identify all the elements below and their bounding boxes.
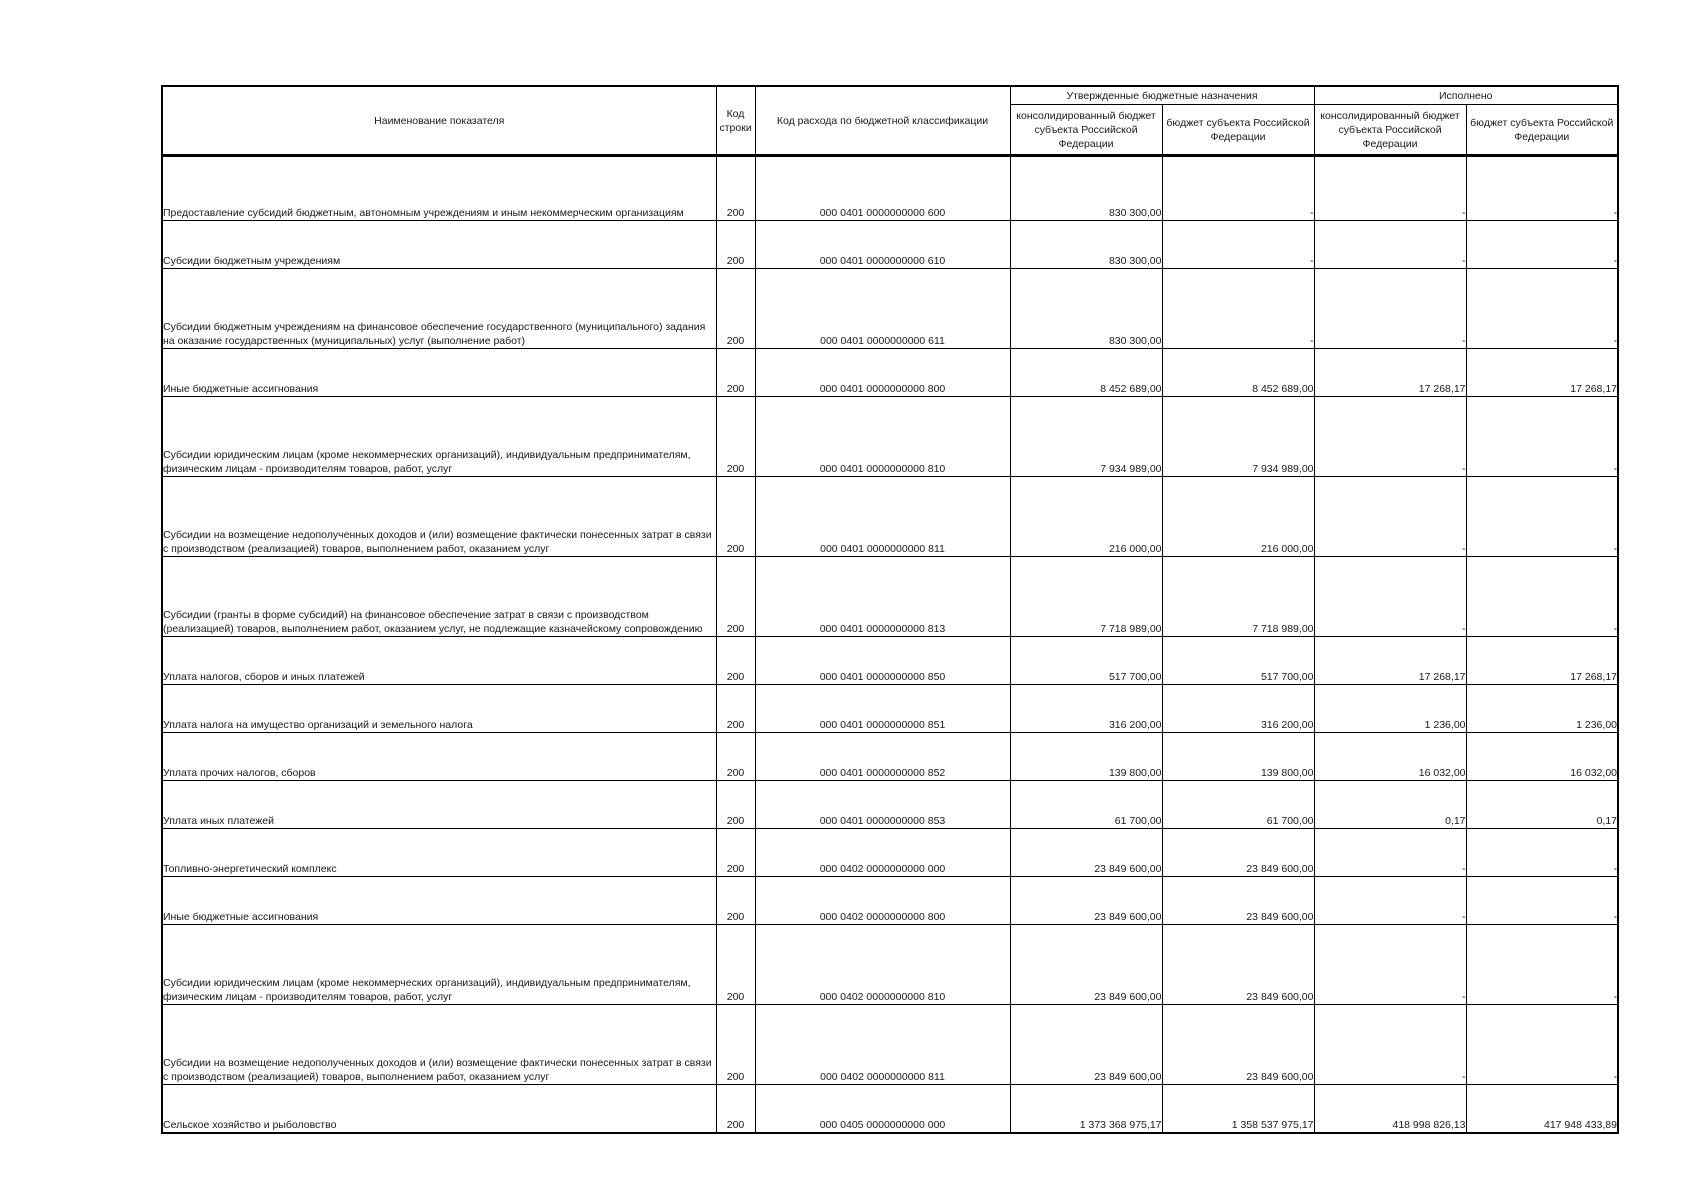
row-approved-subject: 23 849 600,00	[1162, 1005, 1314, 1085]
header-executed-consolidated: консолидированный бюджет субъекта Российской Федерации	[1314, 105, 1466, 156]
row-executed-subject: -	[1466, 397, 1618, 477]
table-row	[162, 1005, 1618, 1085]
row-indicator-name: Иные бюджетные ассигнования	[162, 877, 716, 925]
row-indicator-name: Субсидии юридическим лицам (кроме некоммерческих организаций), индивидуальным предпринимателям, физическим лицам - производителям товаров, работ, услуг	[162, 925, 716, 1005]
row-line-code: 200	[716, 829, 755, 877]
table-row	[162, 557, 1618, 637]
header-executed-group: Исполнено	[1314, 86, 1618, 105]
row-executed-consolidated: -	[1314, 397, 1466, 477]
row-executed-consolidated: -	[1314, 477, 1466, 557]
row-approved-subject: 61 700,00	[1162, 781, 1314, 829]
row-executed-consolidated: 0,17	[1314, 781, 1466, 829]
budget-execution-table	[161, 85, 1619, 1134]
budget-report-sheet	[161, 85, 1619, 1134]
row-approved-consolidated: 8 452 689,00	[1010, 349, 1162, 397]
row-executed-consolidated: -	[1314, 1005, 1466, 1085]
table-row	[162, 221, 1618, 269]
row-approved-subject: 7 934 989,00	[1162, 397, 1314, 477]
table-row	[162, 733, 1618, 781]
row-indicator-name: Топливно-энергетический комплекс	[162, 829, 716, 877]
row-approved-consolidated: 316 200,00	[1010, 685, 1162, 733]
row-line-code: 200	[716, 477, 755, 557]
header-indicator-name: Наименование показателя	[162, 86, 716, 156]
row-classification-code: 000 0401 0000000000 853	[755, 781, 1010, 829]
row-approved-subject: -	[1162, 221, 1314, 269]
row-executed-consolidated: 17 268,17	[1314, 349, 1466, 397]
row-indicator-name: Сельское хозяйство и рыболовство	[162, 1085, 716, 1133]
row-executed-consolidated: -	[1314, 925, 1466, 1005]
row-executed-subject: -	[1466, 557, 1618, 637]
row-classification-code: 000 0401 0000000000 810	[755, 397, 1010, 477]
row-classification-code: 000 0401 0000000000 600	[755, 156, 1010, 221]
row-approved-consolidated: 1 373 368 975,17	[1010, 1085, 1162, 1133]
row-approved-subject: -	[1162, 156, 1314, 221]
row-executed-consolidated: -	[1314, 877, 1466, 925]
row-indicator-name: Субсидии юридическим лицам (кроме некоммерческих организаций), индивидуальным предпринимателям, физическим лицам - производителям товаров, работ, услуг	[162, 397, 716, 477]
row-approved-subject: 23 849 600,00	[1162, 925, 1314, 1005]
row-approved-subject: 1 358 537 975,17	[1162, 1085, 1314, 1133]
row-approved-subject: 23 849 600,00	[1162, 829, 1314, 877]
table-row	[162, 397, 1618, 477]
row-approved-subject: 216 000,00	[1162, 477, 1314, 557]
row-line-code: 200	[716, 1085, 755, 1133]
row-executed-subject: 17 268,17	[1466, 349, 1618, 397]
row-classification-code: 000 0402 0000000000 811	[755, 1005, 1010, 1085]
row-line-code: 200	[716, 781, 755, 829]
row-line-code: 200	[716, 349, 755, 397]
row-approved-consolidated: 23 849 600,00	[1010, 1005, 1162, 1085]
row-classification-code: 000 0401 0000000000 851	[755, 685, 1010, 733]
row-approved-consolidated: 139 800,00	[1010, 733, 1162, 781]
row-classification-code: 000 0401 0000000000 811	[755, 477, 1010, 557]
row-classification-code: 000 0402 0000000000 800	[755, 877, 1010, 925]
header-approved-group: Утвержденные бюджетные назначения	[1010, 86, 1314, 105]
row-classification-code: 000 0402 0000000000 000	[755, 829, 1010, 877]
row-executed-consolidated: -	[1314, 156, 1466, 221]
header-budget-classification-code: Код расхода по бюджетной классификации	[755, 86, 1010, 156]
table-row	[162, 829, 1618, 877]
row-indicator-name: Уплата прочих налогов, сборов	[162, 733, 716, 781]
row-line-code: 200	[716, 269, 755, 349]
row-indicator-name: Субсидии бюджетным учреждениям	[162, 221, 716, 269]
row-approved-consolidated: 830 300,00	[1010, 221, 1162, 269]
row-indicator-name: Предоставление субсидий бюджетным, автономным учреждениям и иным некоммерческим организациям	[162, 156, 716, 221]
row-approved-subject: 23 849 600,00	[1162, 877, 1314, 925]
table-row	[162, 877, 1618, 925]
row-executed-consolidated: 1 236,00	[1314, 685, 1466, 733]
row-executed-subject: -	[1466, 156, 1618, 221]
row-line-code: 200	[716, 1005, 755, 1085]
header-approved-consolidated: консолидированный бюджет субъекта Российской Федерации	[1010, 105, 1162, 156]
row-classification-code: 000 0401 0000000000 800	[755, 349, 1010, 397]
row-executed-consolidated: 17 268,17	[1314, 637, 1466, 685]
header-line-code: Код строки	[716, 86, 755, 156]
row-classification-code: 000 0401 0000000000 850	[755, 637, 1010, 685]
table-row	[162, 637, 1618, 685]
table-row	[162, 925, 1618, 1005]
row-classification-code: 000 0401 0000000000 611	[755, 269, 1010, 349]
table-row	[162, 685, 1618, 733]
row-approved-consolidated: 830 300,00	[1010, 269, 1162, 349]
row-line-code: 200	[716, 397, 755, 477]
row-executed-subject: -	[1466, 269, 1618, 349]
row-approved-consolidated: 7 718 989,00	[1010, 557, 1162, 637]
row-approved-consolidated: 61 700,00	[1010, 781, 1162, 829]
row-classification-code: 000 0401 0000000000 610	[755, 221, 1010, 269]
row-approved-subject: -	[1162, 269, 1314, 349]
row-approved-consolidated: 216 000,00	[1010, 477, 1162, 557]
row-line-code: 200	[716, 877, 755, 925]
row-executed-consolidated: 418 998 826,13	[1314, 1085, 1466, 1133]
row-approved-consolidated: 23 849 600,00	[1010, 877, 1162, 925]
row-executed-subject: -	[1466, 1005, 1618, 1085]
row-indicator-name: Субсидии (гранты в форме субсидий) на финансовое обеспечение затрат в связи с производством (реализацией) товаров, выполнением работ, оказанием услуг, не подлежащие казначейскому сопровождению	[162, 557, 716, 637]
row-approved-subject: 8 452 689,00	[1162, 349, 1314, 397]
row-indicator-name: Уплата налогов, сборов и иных платежей	[162, 637, 716, 685]
row-approved-consolidated: 517 700,00	[1010, 637, 1162, 685]
row-executed-consolidated: 16 032,00	[1314, 733, 1466, 781]
row-classification-code: 000 0405 0000000000 000	[755, 1085, 1010, 1133]
table-row	[162, 477, 1618, 557]
row-executed-consolidated: -	[1314, 221, 1466, 269]
row-approved-subject: 316 200,00	[1162, 685, 1314, 733]
row-approved-consolidated: 23 849 600,00	[1010, 829, 1162, 877]
row-executed-subject: 1 236,00	[1466, 685, 1618, 733]
row-line-code: 200	[716, 221, 755, 269]
row-executed-subject: 16 032,00	[1466, 733, 1618, 781]
row-executed-consolidated: -	[1314, 269, 1466, 349]
row-approved-consolidated: 830 300,00	[1010, 156, 1162, 221]
row-executed-subject: 417 948 433,89	[1466, 1085, 1618, 1133]
row-executed-subject: 17 268,17	[1466, 637, 1618, 685]
row-line-code: 200	[716, 733, 755, 781]
row-classification-code: 000 0401 0000000000 852	[755, 733, 1010, 781]
table-row	[162, 781, 1618, 829]
row-approved-subject: 7 718 989,00	[1162, 557, 1314, 637]
table-row	[162, 349, 1618, 397]
row-executed-subject: -	[1466, 477, 1618, 557]
header-approved-subject: бюджет субъекта Российской Федерации	[1162, 105, 1314, 156]
row-executed-consolidated: -	[1314, 829, 1466, 877]
row-indicator-name: Иные бюджетные ассигнования	[162, 349, 716, 397]
row-executed-subject: -	[1466, 877, 1618, 925]
row-indicator-name: Уплата налога на имущество организаций и земельного налога	[162, 685, 716, 733]
row-approved-subject: 517 700,00	[1162, 637, 1314, 685]
row-indicator-name: Субсидии бюджетным учреждениям на финансовое обеспечение государственного (муниципального) задания на оказание государственных (муниципальных) услуг (выполнение работ)	[162, 269, 716, 349]
row-line-code: 200	[716, 685, 755, 733]
row-classification-code: 000 0402 0000000000 810	[755, 925, 1010, 1005]
row-approved-consolidated: 7 934 989,00	[1010, 397, 1162, 477]
row-approved-subject: 139 800,00	[1162, 733, 1314, 781]
row-executed-subject: 0,17	[1466, 781, 1618, 829]
row-approved-consolidated: 23 849 600,00	[1010, 925, 1162, 1005]
row-executed-subject: -	[1466, 829, 1618, 877]
row-indicator-name: Уплата иных платежей	[162, 781, 716, 829]
table-row	[162, 156, 1618, 221]
table-row	[162, 1085, 1618, 1133]
row-classification-code: 000 0401 0000000000 813	[755, 557, 1010, 637]
row-line-code: 200	[716, 637, 755, 685]
row-executed-subject: -	[1466, 925, 1618, 1005]
row-line-code: 200	[716, 925, 755, 1005]
row-indicator-name: Субсидии на возмещение недополученных доходов и (или) возмещение фактически понесенных затрат в связи с производством (реализацией) товаров, выполнением работ, оказанием услуг	[162, 1005, 716, 1085]
row-line-code: 200	[716, 156, 755, 221]
header-executed-subject: бюджет субъекта Российской Федерации	[1466, 105, 1618, 156]
row-indicator-name: Субсидии на возмещение недополученных доходов и (или) возмещение фактически понесенных затрат в связи с производством (реализацией) товаров, выполнением работ, оказанием услуг	[162, 477, 716, 557]
table-row	[162, 269, 1618, 349]
row-executed-subject: -	[1466, 221, 1618, 269]
row-line-code: 200	[716, 557, 755, 637]
row-executed-consolidated: -	[1314, 557, 1466, 637]
